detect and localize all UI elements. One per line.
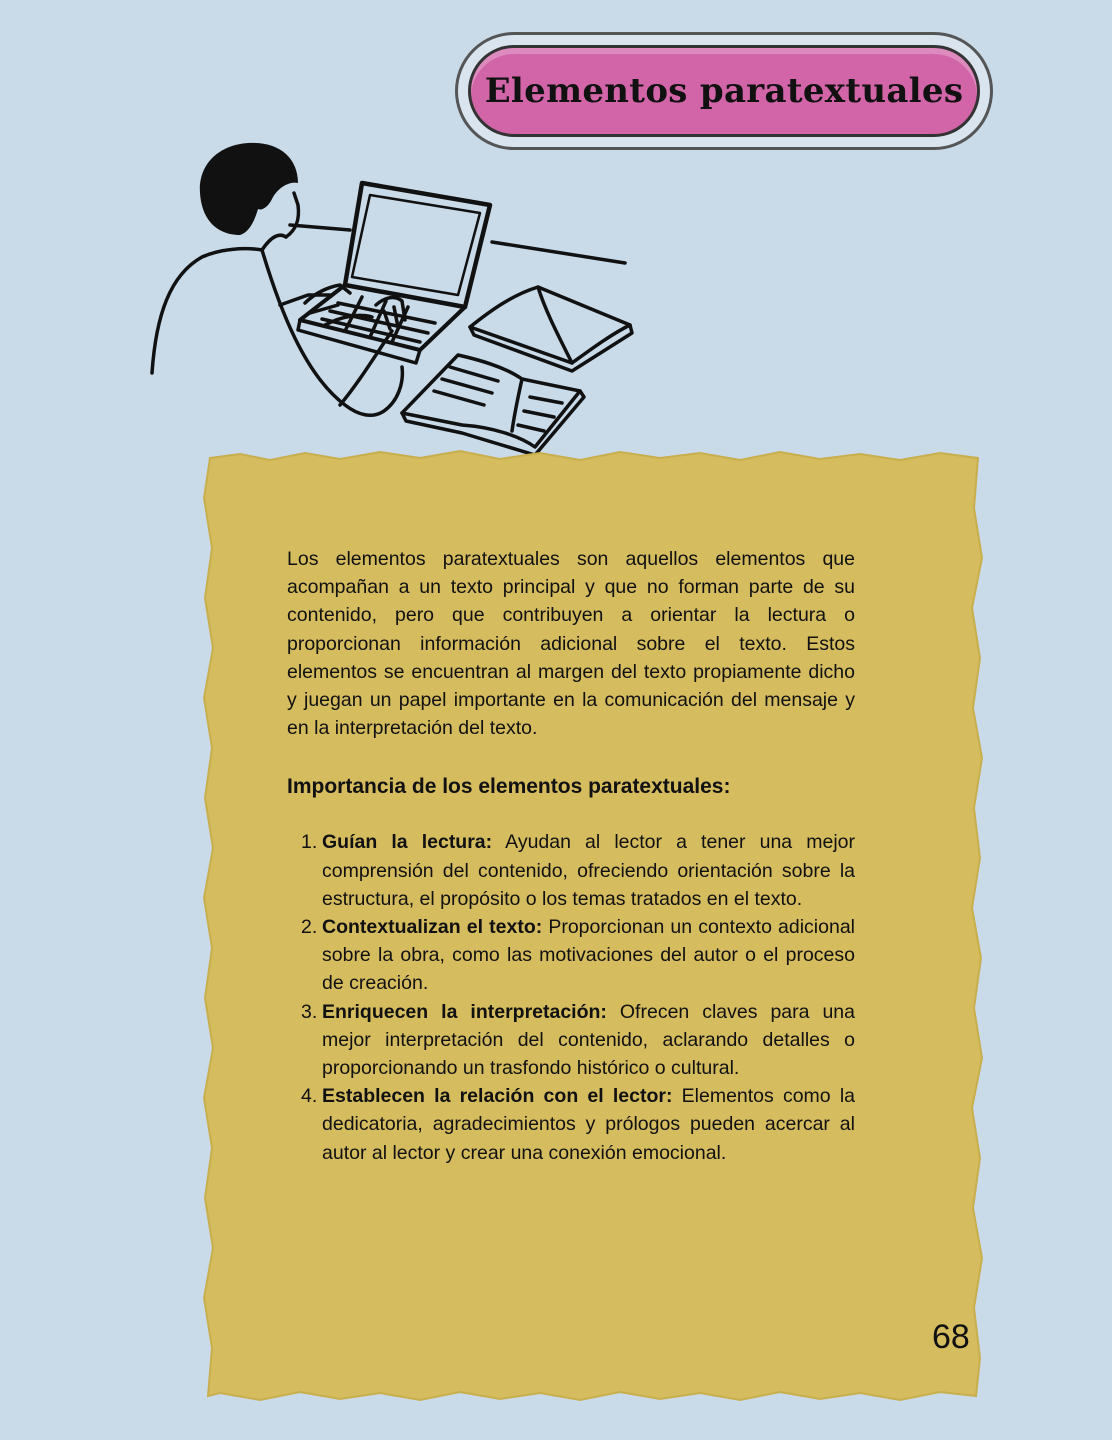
list-text: Proporcionan un contexto adicional sobre la obra, como las motivaciones del autor o el proceso de creación. xyxy=(322,916,855,995)
list-term: Establecen la relación con el lector: xyxy=(322,1085,673,1108)
content-area xyxy=(287,545,855,1167)
page-title: Elementos paratextuales xyxy=(484,71,964,111)
title-banner xyxy=(455,32,993,150)
list-item xyxy=(287,828,855,913)
intro-paragraph: Los elementos paratextuales son aquellos elementos que acompañan a un texto principal y que no forman parte de su contenido, pero que contribuyen a orientar la lectura o proporcionan información adicional sobre el texto. Estos elementos se encuentran al margen del texto propiamente dicho y juegan un papel importante en la comunicación del mensaje y en la interpretación del texto. xyxy=(287,548,855,740)
list-number: 2. xyxy=(301,916,318,939)
list-item xyxy=(287,913,855,998)
list-item xyxy=(287,1082,855,1167)
list-term: Enriquecen la interpretación: xyxy=(322,1000,607,1023)
list-text: Ayudan al lector a tener una mejor comprensión del contenido, ofreciendo orientación sobre la estructura, el propósito o los temas tratados en el texto. xyxy=(322,831,855,910)
page-number: 68 xyxy=(932,1318,970,1356)
importance-list xyxy=(287,828,855,1166)
title-pill xyxy=(468,45,980,137)
list-number: 4. xyxy=(301,1085,318,1108)
list-term: Guían la lectura: xyxy=(322,831,493,854)
person-studying-laptop-books-illustration xyxy=(140,135,650,465)
list-number: 3. xyxy=(301,1000,318,1023)
list-number: 1. xyxy=(301,831,318,854)
list-text: Elementos como la dedicatoria, agradecimientos y prólogos pueden acercar al autor al lector y crear una conexión emocional. xyxy=(322,1085,855,1164)
list-text: Ofrecen claves para una mejor interpretación del contenido, aclarando detalles o proporcionando un trasfondo histórico o cultural. xyxy=(322,1000,856,1080)
section-heading: Importancia de los elementos paratextuales: xyxy=(287,775,731,799)
list-term: Contextualizan el texto: xyxy=(322,916,543,939)
list-item xyxy=(287,998,855,1083)
